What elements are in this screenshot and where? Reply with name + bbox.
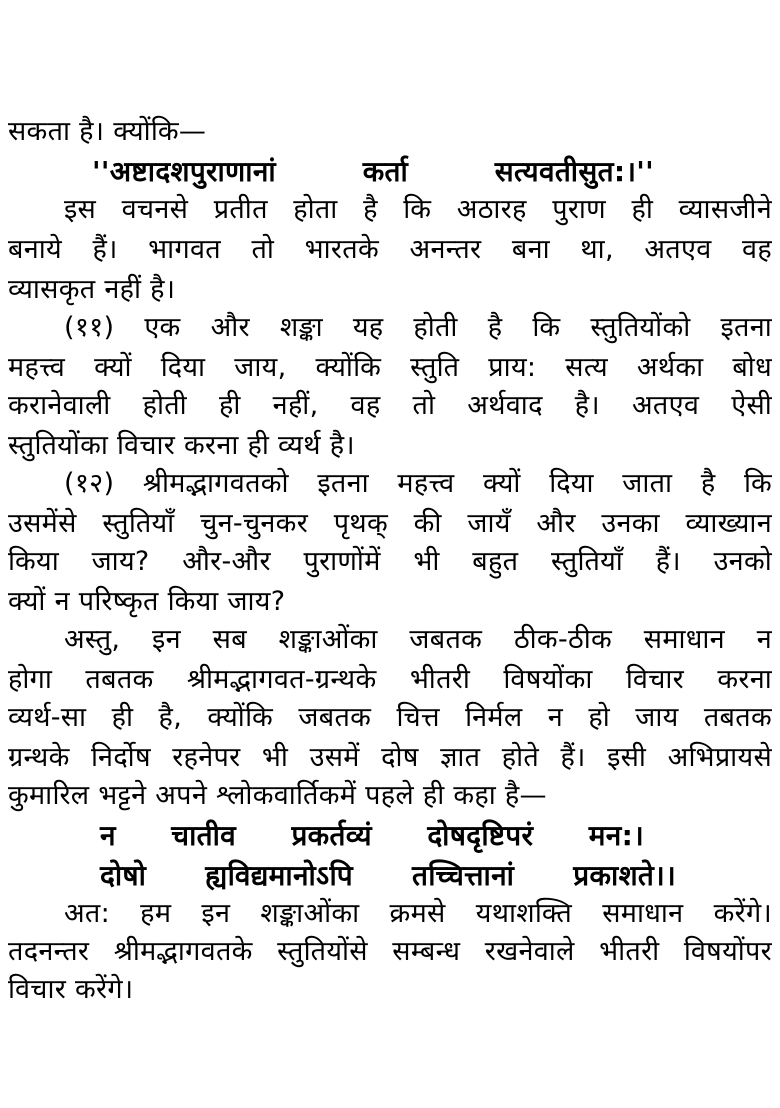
text-line: अत: हम इन शङ्काओंका क्रमसे यथाशक्ति समाधान करेंगे। [64, 898, 772, 929]
sanskrit-verse-line-1: न चातीव प्रकर्तव्यं दोषदृष्टिपरं मन:। [100, 819, 644, 852]
text-line: कुमारिल भट्टने अपने श्लोकवार्तिकमें पहले ही कहा है— [8, 780, 547, 811]
text-line: किया जाय? और-और पुराणोंमें भी बहुत स्तुतियाँ हैं। उनको [8, 546, 772, 577]
text-line: व्यासकृत नहीं है। [8, 274, 176, 305]
sanskrit-verse-line-2: दोषो ह्यविद्यमानोऽपि तच्चित्तानां प्रकाशते।। [100, 859, 676, 892]
text-line: होगा तबतक श्रीमद्भागवत-ग्रन्थके भीतरी विषयोंका विचार करना [8, 664, 772, 695]
text-line: ग्रन्थके निर्दोष रहनेपर भी उसमें दोष ज्ञात होते हैं। इसी अभिप्रायसे [8, 742, 772, 773]
text-line: सकता है। क्योंकि— [8, 116, 207, 147]
text-line: अस्तु, इन सब शङ्काओंका जबतक ठीक-ठीक समाधान न [64, 624, 772, 655]
text-line: महत्त्व क्यों दिया जाय, क्योंकि स्तुति प्राय: सत्य अर्थका बोध [8, 352, 772, 383]
text-line: विचार करेंगे। [8, 974, 134, 1005]
text-line: क्यों न परिष्कृत किया जाय? [8, 586, 286, 617]
quote-verse: ''अष्टादशपुराणानां कर्ता सत्यवतीसुत:।'' [92, 155, 654, 188]
text-line: उसमेंसे स्तुतियाँ चुन-चुनकर पृथक् की जायँ और उनका व्याख्यान [8, 508, 772, 539]
text-line: तदनन्तर श्रीमद्भागवतके स्तुतियोंसे सम्बन्ध रखनेवाले भीतरी विषयोंपर [8, 936, 772, 967]
text-line: करानेवाली होती ही नहीं, वह तो अर्थवाद है। अतएव ऐसी [8, 390, 772, 421]
text-line: व्यर्थ-सा ही है, क्योंकि जबतक चित्त निर्मल न हो जाय तबतक [8, 702, 772, 733]
text-line: (१२) श्रीमद्भागवतको इतना महत्त्व क्यों दिया जाता है कि [64, 468, 772, 499]
text-line: स्तुतियोंका विचार करना ही व्यर्थ है। [8, 430, 355, 461]
text-line: बनाये हैं। भागवत तो भारतके अनन्तर बना था, अतएव वह [8, 234, 772, 265]
text-line: इस वचनसे प्रतीत होता है कि अठारह पुराण ही व्यासजीने [64, 194, 772, 225]
text-line: (११) एक और शङ्का यह होती है कि स्तुतियोंको इतना [64, 312, 772, 343]
